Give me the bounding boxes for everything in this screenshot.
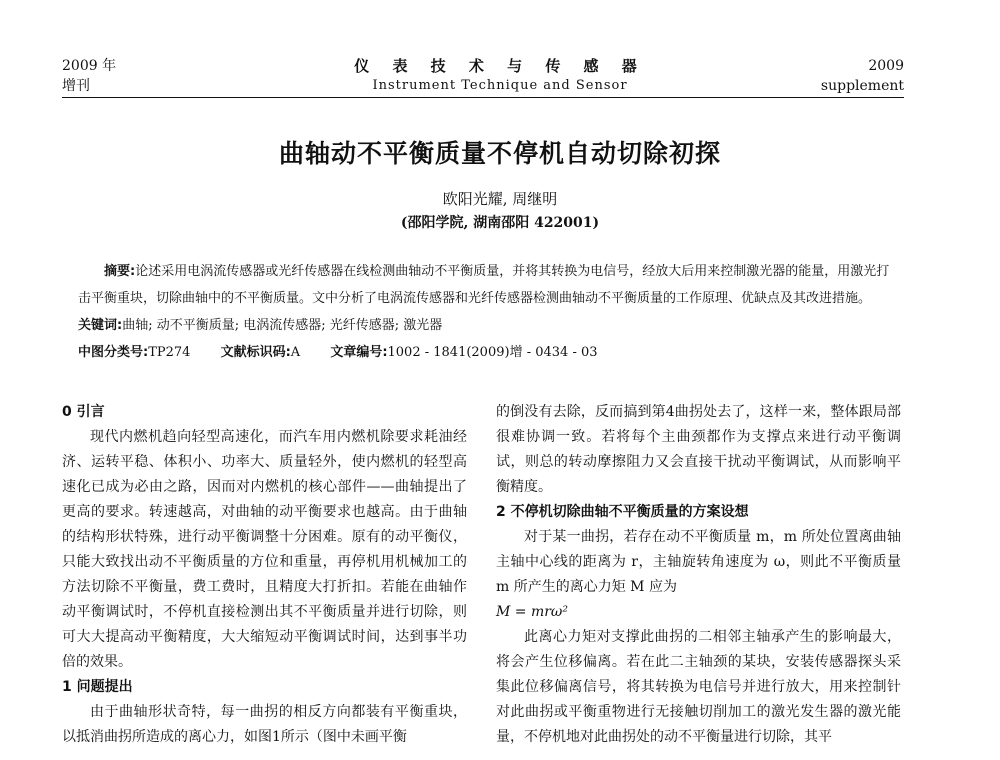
header-issue-left: 增刊 [62,78,90,94]
authors: 欧阳光耀, 周继明 [442,190,558,208]
journal-title-cn: 仪 表 技 术 与 传 感 器 [354,57,646,75]
continued-paragraph: 的倒没有去除，反而搞到第4曲拐处去了，这样一来，整体跟局部很难协调一致。若将每个主曲颈都作为支撑点来进行动平衡调试，则总的转动摩擦阻力又会直接干扰动平衡调试，从而影响平衡精度。 [496,404,901,495]
doc-code-value: A [290,345,301,360]
clc-value: TP274 [148,345,191,360]
journal-title-en: Instrument Technique and Sensor [372,78,628,93]
section-heading-problem: 1 问题提出 [62,679,133,695]
intro-paragraph: 现代内燃机趋向轻型高速化，而汽车用内燃机除要求耗油经济、运转平稳、体积小、功率大、质量轻外，使内燃机的轻型高速化已成为必由之路，因而对内燃机的核心部件——曲轴提出了更高的要求。转速越高，对曲轴的动平衡要求也越高。由于曲轴的结构形状特殊，进行动平衡调整十分困难。原有的动平衡仪，只能大致找出动不平衡质量的方位和重量，再停机用机械加工的方法切除不平衡量，费工费时，且精度大打折扣。若能在曲轴作动平衡调试时，不停机直接检测出其不平衡质量并进行切除，则可大大提高动平衡精度，大大缩短动平衡调试时间，达到事半功倍的效果。 [62,429,467,670]
header-right [821,56,904,96]
scheme-paragraph-2: 此离心力矩对支撑此曲拐的二相邻主轴承产生的影响最大，将会产生位移偏离。若在此二主轴颈的某块，安装传感器探头采集此位移偏离信号，将其转换为电信号并进行放大，用来控制针对此曲拐或平衡重物进行无接触切削加工的激光发生器的激光能量，不停机地对此曲拐处的动不平衡量进行切除，其平 [496,629,901,745]
formula-moment: M = mrω² [496,604,568,620]
keywords-label: 关键词: [78,318,123,333]
doc-code-label: 文献标识码: [220,345,291,360]
affiliation: (邵阳学院, 湖南邵阳 422001) [400,215,600,231]
keywords-line [78,312,900,339]
header-rule [62,97,904,98]
keywords-text: 曲轴; 动不平衡质量; 电涡流传感器; 光纤传感器; 激光器 [122,318,443,333]
article-number-value: 1002 - 1841(2009)增 - 0434 - 03 [387,345,598,360]
left-column [62,400,467,750]
section-heading-scheme: 2 不停机切除曲轴不平衡质量的方案设想 [496,504,749,520]
abstract-block [78,258,900,366]
section-heading-intro: 0 引言 [62,404,105,420]
right-column [496,400,901,750]
clc-label: 中图分类号: [78,345,149,360]
header-year-left: 2009 年 [62,58,117,74]
abstract-label: 摘要: [104,264,136,279]
abstract-text: 论述采用电涡流传感器或光纤传感器在线检测曲轴动不平衡质量，并将其转换为电信号，经放大后用来控制激光器的能量，用激光打击平衡重块，切除曲轴中的不平衡质量。文中分析了电涡流传感器和光纤传感器检测曲轴动不平衡质量的工作原理、优缺点及其改进措施。 [78,264,890,306]
paper-title: 曲轴动不平衡质量不停机自动切除初探 [278,139,721,168]
abstract-paragraph [78,258,900,312]
header-issue-right: supplement [820,78,904,94]
problem-paragraph: 由于曲轴形状奇特，每一曲拐的相反方向都装有平衡重块，以抵消曲拐所造成的离心力，如图1所示（图中未画平衡 [62,704,467,745]
header-year-right: 2009 [868,58,904,74]
classification-line [78,339,900,366]
scheme-paragraph: 对于某一曲拐，若存在动不平衡质量 m，m 所处位置离曲轴主轴中心线的距离为 r，主轴旋转角速度为 ω，则此不平衡质量 m 所产生的离心力矩 M 应为 [496,529,901,595]
article-number-label: 文章编号: [330,345,388,360]
